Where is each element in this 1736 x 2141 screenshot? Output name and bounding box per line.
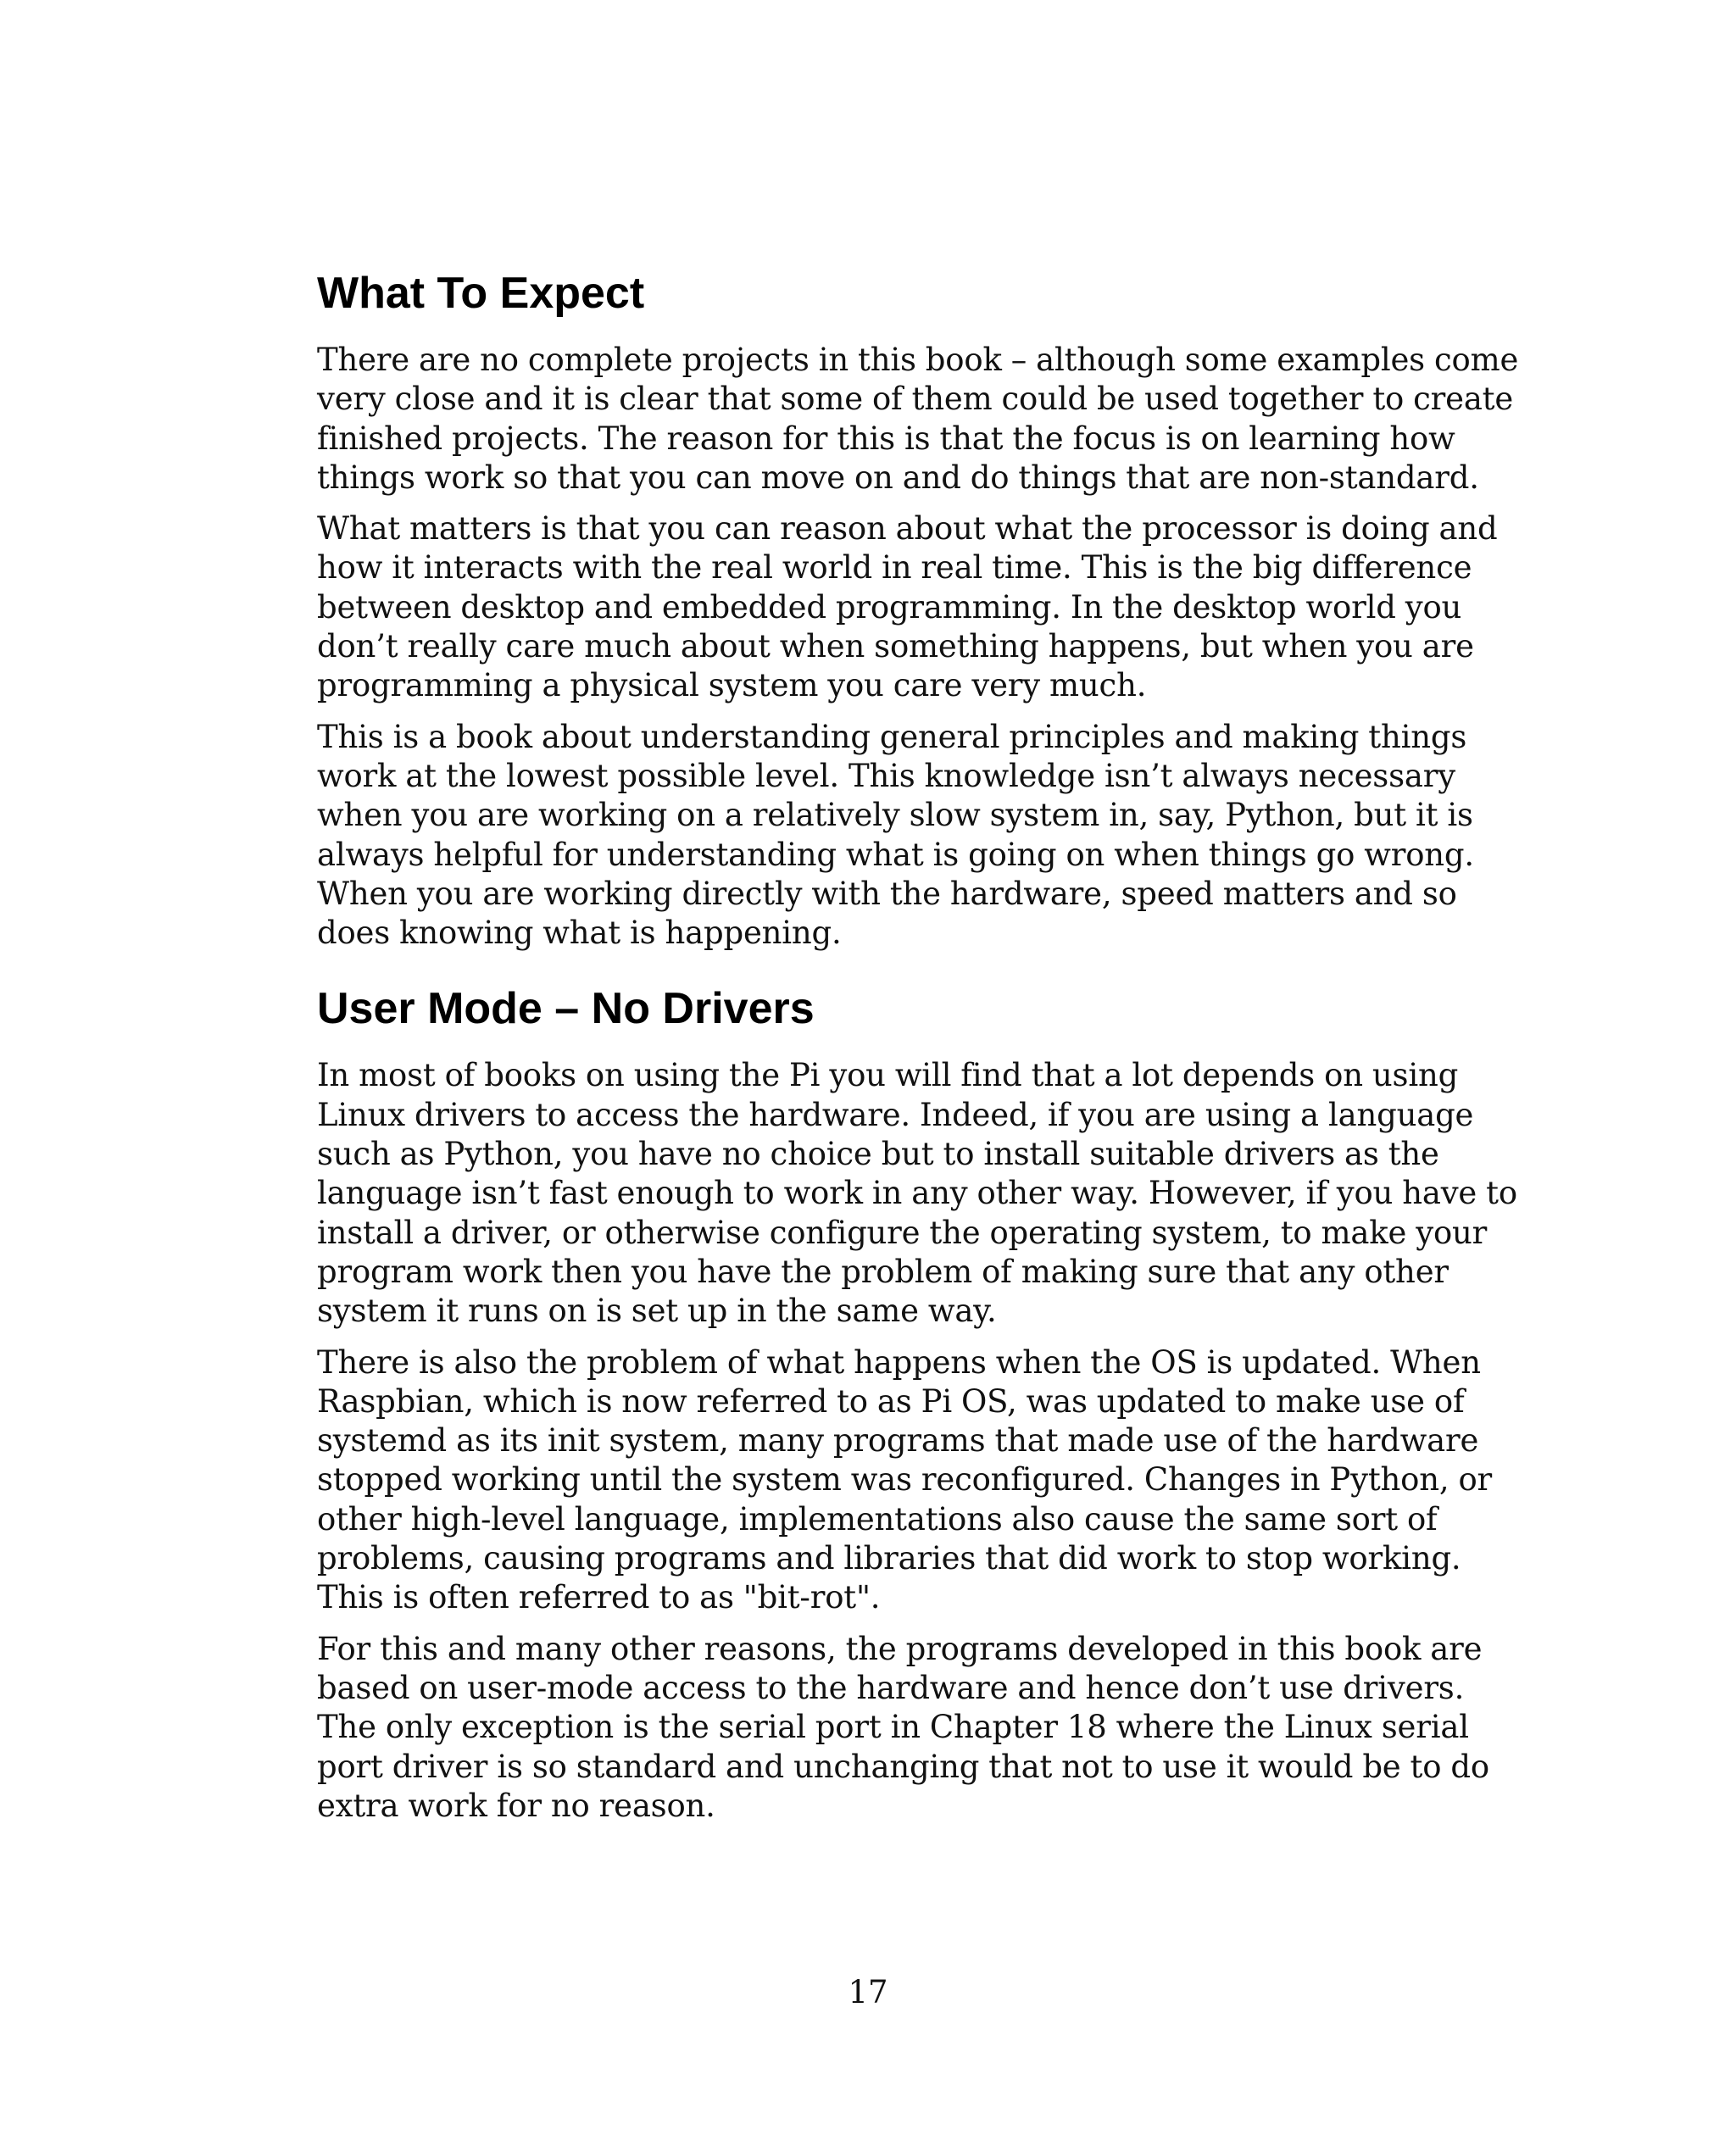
paragraph: This is a book about understanding general principles and making things work at the lowest possible level. This knowledge isn’t always necessary when you are working on a relatively slow system in, say, Python, but it is always helpful for understanding what is going on when things go wrong. When you are working directly with the hardware, speed matters and so does knowing what is happening. — [317, 718, 1474, 952]
paragraph: There is also the problem of what happens when the OS is updated. When Raspbian, which is now referred to as Pi OS, was updated to make use of systemd as its init system, many programs that made use of the hardware stopped working until the system was reconfigured. Changes in Python, or other high-level language, implementations also cause the same sort of problems, causing programs and libraries that did work to stop working. This is often referred to as "bit-rot". — [317, 1343, 1493, 1616]
page-content — [317, 266, 1521, 1838]
paragraph: In most of books on using the Pi you will find that a lot depends on using Linux drivers to access the hardware. Indeed, if you are using a language such as Python, you have no choice but to install suitable drivers as the language isn’t fast enough to work in any other way. However, if you have to install a driver, or otherwise configure the operating system, to make your program work then you have the problem of making sure that any other system it runs on is set up in the same way. — [317, 1057, 1517, 1330]
paragraph: There are no complete projects in this book – although some examples come very close and it is clear that some of them could be used together to create finished projects. The reason for this is that the focus is on learning how things work so that you can move on and do things that are non-standard. — [317, 342, 1519, 496]
paragraph: For this and many other reasons, the programs developed in this book are based on user-mode access to the hardware and hence don’t use drivers. The only exception is the serial port in Chapter 18 where the Linux serial port driver is so standard and unchanging that not to use it would be to do extra work for no reason. — [317, 1630, 1489, 1824]
section-heading-what-to-expect: What To Expect — [317, 269, 645, 318]
paragraph: What matters is that you can reason about what the processor is doing and how it interacts with the real world in real time. This is the big difference between desktop and embedded programming. In the desktop world you don’t really care much about when something happens, but when you are programming a physical system you care very much. — [317, 510, 1498, 704]
page-number: 17 — [848, 1974, 888, 2010]
section-heading-user-mode: User Mode – No Drivers — [317, 984, 815, 1034]
